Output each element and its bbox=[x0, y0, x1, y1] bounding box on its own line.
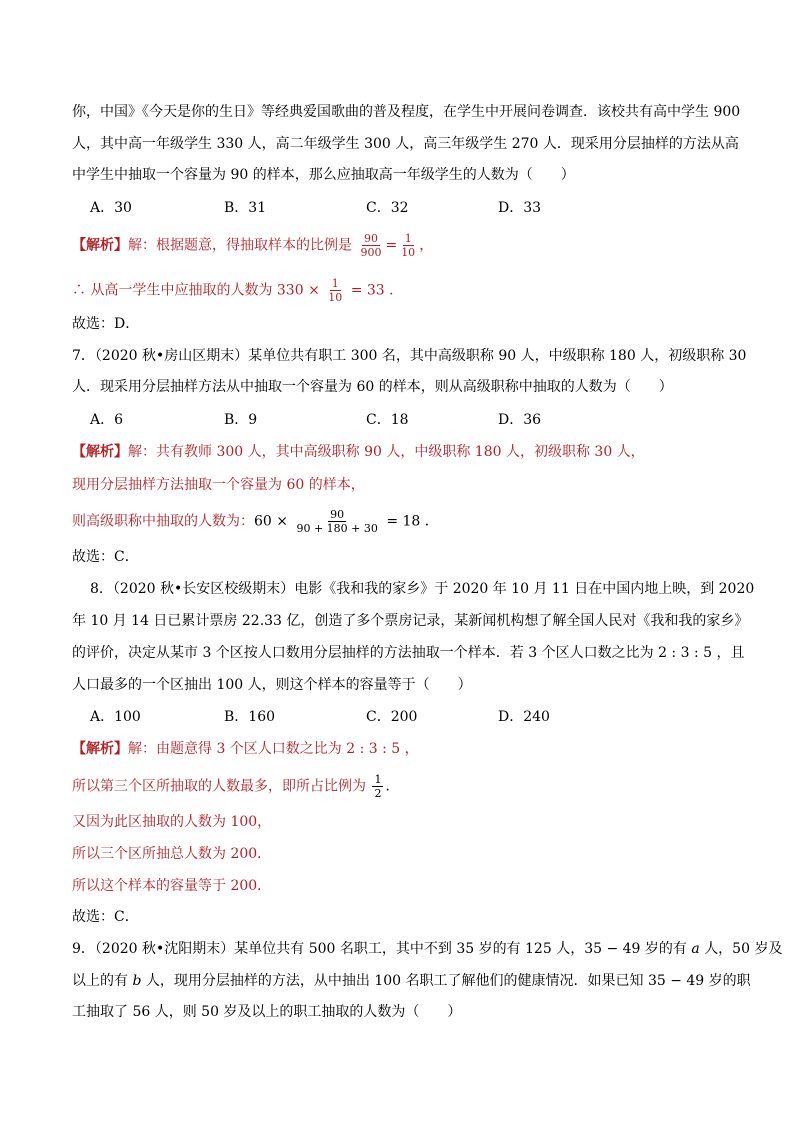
fraction-numerator: 1 bbox=[404, 232, 412, 245]
q8-solution-line-4: 所以三个区所抽总人数为 200． bbox=[72, 846, 272, 862]
fraction-denominator: 10 bbox=[401, 246, 416, 259]
q8-stem-line-3: 的评价，决定从某市 3 个区按人口数用分层抽样的方法抽取一个样本．若 3 个区人口数之比为 2 : 3 : 5 ，且 bbox=[72, 645, 745, 661]
q6-option-a: A．30 bbox=[90, 200, 132, 216]
q8-option-c: C．200 bbox=[366, 709, 418, 725]
q6-fraction-1-10-b bbox=[326, 277, 344, 304]
q7-option-b: B．9 bbox=[224, 412, 258, 428]
q7-solution-tag: 【解析】 bbox=[72, 444, 128, 460]
punctuation: ， bbox=[419, 237, 434, 254]
q7-solution-text: 解：共有教师 300 人，其中高级职称 90 人，中级职称 180 人，初级职称 30 人， bbox=[128, 444, 645, 460]
q7-stem-line-1: 7．（2020 秋•房山区期末）某单位共有职工 300 名，其中高级职称 90 人，中级职称 180 人，初级职称 30 bbox=[72, 348, 747, 364]
q6-option-c: C．32 bbox=[366, 200, 409, 216]
punctuation: ． bbox=[385, 778, 400, 795]
q6-solution-tag: 【解析】 bbox=[72, 237, 128, 254]
q8-stem-line-4: 人口最多的一个区抽出 100 人，则这个样本的容量等于（ ） bbox=[72, 677, 472, 693]
q7-solution-text: 则高级职称中抽取的人数为： bbox=[72, 513, 254, 530]
q8-stem-line-2: 年 10 月 14 日已累计票房 22.33 亿，创造了多个票房记录，某新闻机构想了解全国人民对《我和我的家乡》 bbox=[72, 613, 749, 629]
q9-stem-line-1 bbox=[72, 939, 782, 959]
q8-solution-line-2 bbox=[72, 773, 399, 800]
q7-solution-result: = 18 ． bbox=[386, 513, 439, 530]
q6-fraction-1-10 bbox=[399, 232, 417, 259]
fraction-numerator: 1 bbox=[331, 277, 339, 290]
q8-solution-text: 所以第三个区所抽取的人数最多，即所占比例为 bbox=[72, 778, 366, 795]
q6-option-d: D．33 bbox=[498, 200, 542, 216]
q9-stem-line-2 bbox=[72, 971, 751, 991]
variable-b: b bbox=[132, 973, 142, 989]
q8-option-b: B．160 bbox=[224, 709, 276, 725]
q6-solution-text: 解：根据题意，得抽取样本的比例是 bbox=[128, 237, 352, 254]
fraction-denominator: 90 + 180 + 30 bbox=[296, 522, 378, 535]
fraction-denominator: 900 bbox=[360, 246, 382, 259]
equals-sign: = bbox=[385, 237, 398, 254]
q6-answer: 故选：D． bbox=[72, 316, 140, 332]
q9-text: 以上的有 bbox=[72, 973, 128, 989]
q8-option-a: A．100 bbox=[90, 709, 141, 725]
q8-solution-line-5: 所以这个样本的容量等于 200． bbox=[72, 878, 272, 894]
q8-answer: 故选：C． bbox=[72, 909, 139, 925]
q8-solution-tag: 【解析】 bbox=[72, 741, 128, 757]
q6-solution-line-1 bbox=[72, 232, 433, 259]
q7-solution-line-1 bbox=[72, 442, 645, 462]
q8-option-d: D．240 bbox=[498, 709, 550, 725]
q8-stem-line-1: 8．（2020 秋•长安区校级期末）电影《我和我的家乡》于 2020 年 10 月 11 日在中国内地上映，到 2020 bbox=[90, 581, 755, 597]
q6-stem-line-1: 你，中国》《今天是你的生日》等经典爱国歌曲的普及程度，在学生中开展问卷调查．该校共有高中学生 900 bbox=[72, 104, 741, 120]
fraction-numerator: 1 bbox=[374, 773, 382, 786]
q6-solution-line-2 bbox=[72, 277, 403, 304]
q7-option-d: D．36 bbox=[498, 412, 542, 428]
q8-solution-line-3: 又因为此区抽取的人数为 100， bbox=[72, 814, 272, 830]
q6-solution-result: = 33 ． bbox=[350, 282, 404, 299]
fraction-denominator: 2 bbox=[374, 787, 382, 800]
q9-text: 人，现用分层抽样的方法，从中抽出 100 名职工了解他们的健康情况．如果已知 35 − 49 岁的职 bbox=[145, 973, 751, 989]
q6-fraction-90-900 bbox=[358, 232, 383, 259]
q7-solution-line-3 bbox=[72, 508, 439, 535]
q8-solution-text: 解：由题意得 3 个区人口数之比为 2 : 3 : 5 ， bbox=[128, 741, 419, 757]
fraction-numerator: 90 bbox=[330, 508, 345, 521]
fraction-numerator: 90 bbox=[363, 232, 378, 245]
q6-solution-text: ∴ 从高一学生中应抽取的人数为 330 × bbox=[72, 282, 320, 299]
q8-solution-line-1 bbox=[72, 739, 419, 759]
q9-text: 人，50 岁及 bbox=[704, 941, 783, 957]
q6-stem-line-2: 人，其中高一年级学生 330 人，高二年级学生 300 人，高三年级学生 270 人．现采用分层抽样的方法从高 bbox=[72, 136, 739, 152]
q7-stem-line-2: 人．现采用分层抽样方法从中抽取一个容量为 60 的样本，则从高级职称中抽取的人数为（ ） bbox=[72, 379, 673, 395]
q7-multiplier: 60 × bbox=[254, 513, 288, 530]
q8-fraction-1-2 bbox=[372, 773, 383, 800]
variable-a: a bbox=[691, 941, 700, 957]
q6-stem-line-3: 中学生中抽取一个容量为 90 的样本，那么应抽取高一年级学生的人数为（ ） bbox=[72, 167, 575, 183]
q9-text: 9．（2020 秋•沈阳期末）某单位共有 500 名职工，其中不到 35 岁的有 125 人，35 − 49 岁的有 bbox=[72, 941, 687, 957]
fraction-denominator: 10 bbox=[328, 291, 343, 304]
q6-option-b: B．31 bbox=[224, 200, 267, 216]
q7-option-a: A．6 bbox=[90, 412, 124, 428]
q7-answer: 故选：C． bbox=[72, 549, 139, 565]
q7-fraction bbox=[294, 508, 379, 535]
q9-stem-line-3: 工抽取了 56 人，则 50 岁及以上的职工抽取的人数为（ ） bbox=[72, 1004, 462, 1020]
q7-option-c: C．18 bbox=[366, 412, 409, 428]
q7-solution-line-2: 现用分层抽样方法抽取一个容量为 60 的样本， bbox=[72, 477, 365, 493]
